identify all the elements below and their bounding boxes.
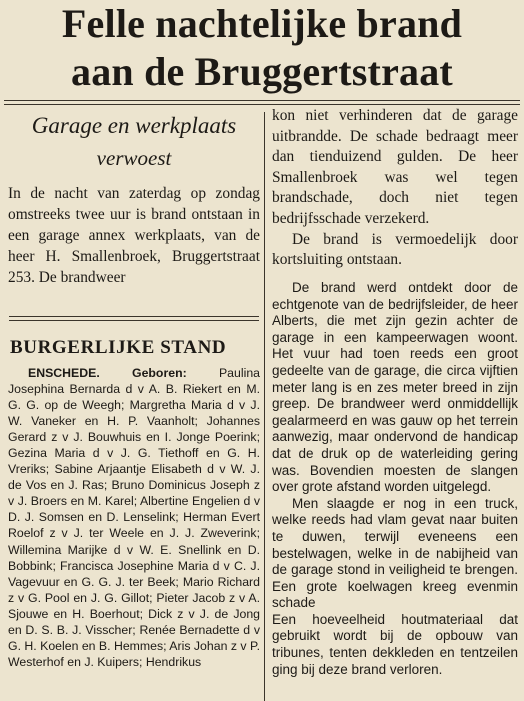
article-cause-text: De brand is vermoedelijk door kortsluiting ontstaan. <box>272 230 518 269</box>
headline-rule-top <box>4 100 520 101</box>
headline-rule-bottom <box>4 104 520 105</box>
burgerlijke-stand-text: Paulina Josephina Bernarda d v A. B. Riekert en M. G. G. op de Weegh; Margretha Maria d v J. W. Vaneker en H. P. Vaanholt; Johannes Gerard z v J. Bouwhuis en I. Jonge Poerink; Gezina Maria d v J. G. Tiethoff en G. H. Vreriks; Sabine Arjaantje Elisabeth d v W. J. de Vos en J. Ras; Bruno Dominicus Joseph z v J. Broers en M. Karel; Albertine Engelien d v D. J. Somsen en D. Lenselink; Herman Evert Roelof z v J. ter Weele en J. J. Zweverink; Willemina Marijke d v W. E. Snellink en D. Bobbink; Francisca Josephine Maria d v C. J. Vagevuur en G. G. J. ter Beek; Mario Richard z v G. Pool en J. G. Gillot; Pieter Jacob z v A. Sjouwe en H. Boerhout; Dick z v J. de Jong en D. S. B. J. Visscher; Renée Bernadette d v G. H. Koelen en B. Hemmes; Aris Johan z v P. Westerhof en J. Kuipers; Hendrikus <box>8 366 260 669</box>
article-intro-text: In de nacht van zaterdag op zondag omstreeks twee uur is brand ontstaan in een garage annex werkplaats, van de heer H. Smallenbroek, Bruggertstraat 253. De brandweer <box>8 185 260 287</box>
article-details <box>272 280 518 701</box>
burgerlijke-stand-lead: ENSCHEDE. Geboren: <box>28 366 187 380</box>
column-divider <box>264 112 265 701</box>
headline-line-2: aan de Bruggertstraat <box>71 49 453 94</box>
article-continued-text: kon niet verhinderen dat de garage uitbrandde. De schade bedraagt meer dan tienduizend gulden. De heer Smallenbroek was wel tegen brandschade, doch niet tegen bedrijfsschade verzekerd. <box>272 107 518 227</box>
burgerlijke-stand-body <box>8 365 260 701</box>
article-intro <box>8 183 260 288</box>
headline-line-1: Felle nachtelijke brand <box>61 1 463 46</box>
article-detail-2: Men slaagde er nog in een truck, welke reeds had vlam gevat naar buiten te duwen, terwijl eveneens een bestelwagen, welke in de nabijheid van de garage stond in veiligheid te brengen. Een grote koelwagen kreeg evenmin schade <box>272 495 518 611</box>
subheadline-line-2: verwoest <box>96 146 172 170</box>
article-detail-1: De brand werd ontdekt door de echtgenote van de bedrijfsleider, de heer Alberts, die met zijn gezin achter de garage in een kampeerwagen woont. Het vuur had toen reeds een groot gedeelte van de garage, die circa vijftien meter lang is en zes meter breed in zijn greep. De brandweer werd onmiddellijk gealarmeerd en was gauw op het terrein aanwezig, maar ondervond de handicap dat de druk op de waterleiding gering was. Bovendien moesten de slangen over grote afstand worden uitgelegd. <box>272 280 518 495</box>
subheadline-line-1: Garage en werkplaats <box>31 113 237 138</box>
article-detail-3: Een hoeveelheid houtmateriaal dat gebruikt wordt bij de opbouw van tribunes, tenten dekkleden en tentzeilen ging bij deze brand verloren. <box>272 611 518 677</box>
article-continuation <box>272 106 518 271</box>
burgerlijke-stand-title: BURGERLIJKE STAND <box>10 337 227 358</box>
section-rule-bottom <box>9 320 259 321</box>
section-rule-top <box>9 316 259 317</box>
